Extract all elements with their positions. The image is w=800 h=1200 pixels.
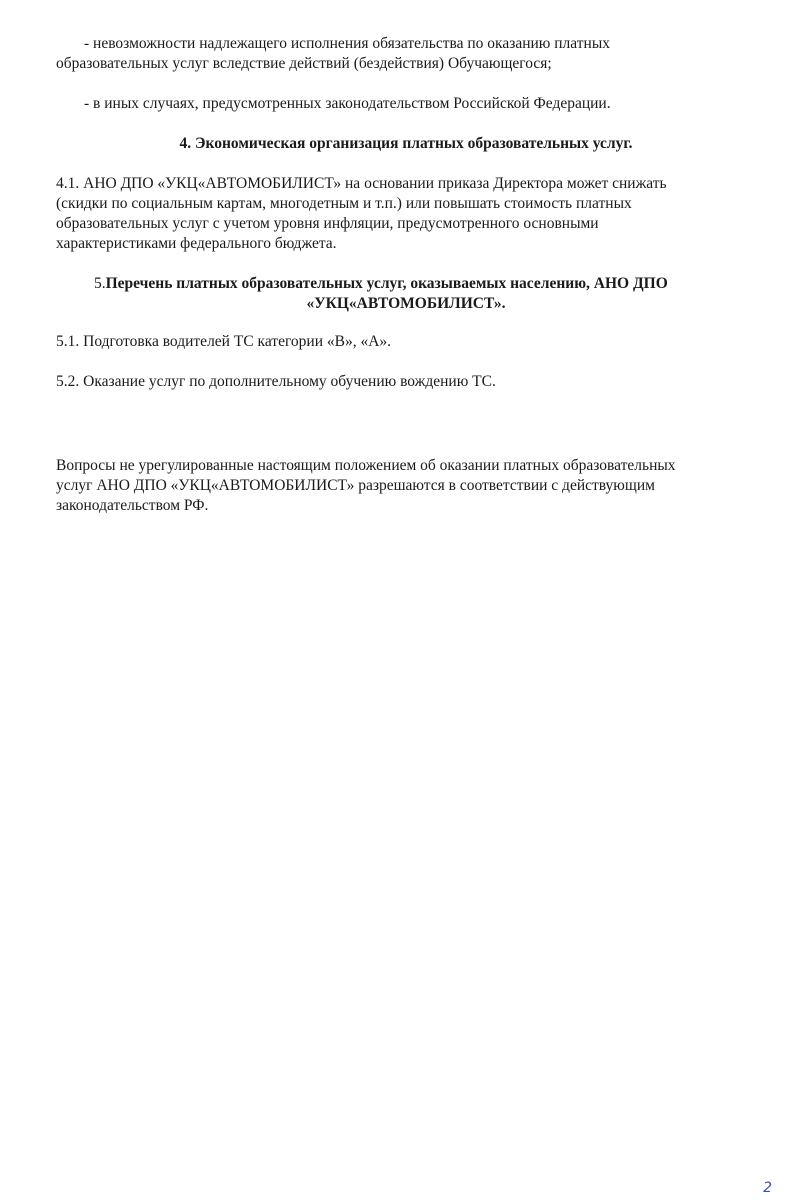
closing-line-2: услуг АНО ДПО «УКЦ«АВТОМОБИЛИСТ» разрешаются в соответствии с действующим: [56, 477, 655, 494]
paragraph-5-1: 5.1. Подготовка водителей ТС категории «В», «А».: [56, 333, 392, 350]
paragraph-4-1-line-2: (скидки по социальным картам, многодетным и т.п.) или повышать стоимость платных: [56, 195, 632, 212]
paragraph-4-1-line-1: 4.1. АНО ДПО «УКЦ«АВТОМОБИЛИСТ» на основании приказа Директора может снижать: [56, 175, 667, 192]
section-5-heading-line-2: «УКЦ«АВТОМОБИЛИСТ».: [306, 295, 506, 312]
closing-line-1: Вопросы не урегулированные настоящим положением об оказании платных образовательных: [56, 457, 676, 474]
closing-line-3: законодательством РФ.: [56, 497, 209, 514]
section-4-heading: 4. Экономическая организация платных образовательных услуг.: [179, 135, 633, 152]
paragraph-4-1-line-3: образовательных услуг с учетом уровня инфляции, предусмотренного основными: [56, 215, 599, 232]
list-item-2: - в иных случаях, предусмотренных законодательством Российской Федерации.: [84, 95, 611, 112]
list-item-1-line-2: образовательных услуг вследствие действий (бездействия) Обучающегося;: [56, 55, 552, 72]
list-item-1-line-1: - невозможности надлежащего исполнения обязательства по оказанию платных: [84, 35, 611, 52]
section-5-heading-text: Перечень платных образовательных услуг, оказываемых населению, АНО ДПО: [105, 275, 668, 292]
paragraph-4-1-line-4: характеристиками федерального бюджета.: [56, 235, 337, 252]
paragraph-5-2: 5.2. Оказание услуг по дополнительному обучению вождению ТС.: [56, 373, 496, 390]
section-5-heading-line-1: [94, 274, 668, 294]
section-5-heading-number: 5.: [94, 275, 106, 292]
page-number: 2: [763, 1180, 772, 1196]
